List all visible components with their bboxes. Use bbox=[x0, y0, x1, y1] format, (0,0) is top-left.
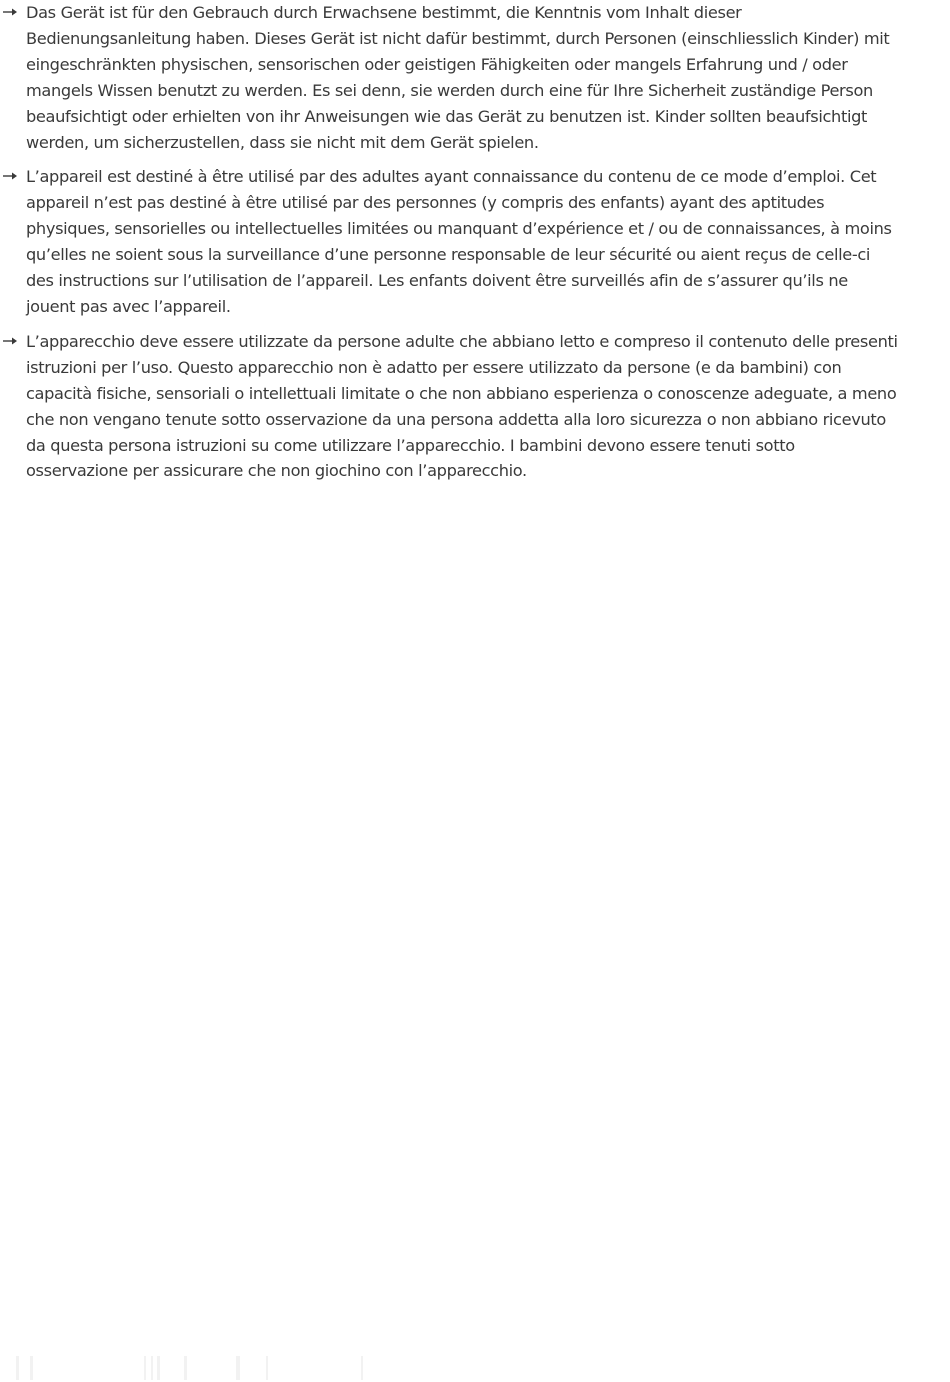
arrow-right-icon bbox=[2, 2, 20, 22]
safety-notice-it bbox=[0, 329, 900, 484]
safety-notice-text: L’appareil est destiné à être utilisé par des adultes ayant connaissance du contenu de ce mode d’emploi. Cet appareil n’est pas destiné à être utilisé par des personnes (y compris des enfants) ayant des aptitudes physiques, sensorielles ou intellectuelles limitées ou manquant d’expérience et / ou de connaissances, à moins qu’elles ne soient sous la surveillance d’une personne responsable de leur sécurité ou aient reçus de celle-ci des instructions sur l’utilisation de l’appareil. Les enfants doivent être surveillés afin de s’assurer qu’ils ne jouent pas avec l’appareil. bbox=[26, 167, 892, 316]
footer-artifact bbox=[16, 1356, 416, 1380]
arrow-right-icon bbox=[2, 331, 20, 351]
safety-notice-fr bbox=[0, 164, 900, 319]
safety-notice-de bbox=[0, 0, 900, 155]
safety-notice-list bbox=[0, 0, 900, 493]
safety-notice-text: Das Gerät ist für den Gebrauch durch Erwachsene bestimmt, die Kenntnis vom Inhalt dieser Bedienungsanleitung haben. Dieses Gerät ist nicht dafür bestimmt, durch Personen (einschliesslich Kinder) mit eingeschränkten physischen, sensorischen oder geistigen Fähigkeiten oder mangels Erfahrung und / oder mangels Wissen benutzt zu werden. Es sei denn, sie werden durch eine für Ihre Sicherheit zuständige Person beaufsichtigt oder erhielten von ihr Anweisungen wie das Gerät zu benutzen ist. Kinder sollten beaufsichtigt werden, um sicherzustellen, dass sie nicht mit dem Gerät spielen. bbox=[26, 3, 890, 152]
safety-notice-text: L’apparecchio deve essere utilizzate da persone adulte che abbiano letto e compreso il contenuto delle presenti istruzioni per l’uso. Questo apparecchio non è adatto per essere utilizzato da persone (e da bambini) con capacità fisiche, sensoriali o intellettuali limitate o che non abbiano esperienza o conoscenze adeguate, a meno che non vengano tenute sotto osservazione da una persona addetta alla loro sicurezza o non abbiano ricevuto da questa persona istruzioni su come utilizzare l’apparecchio. I bambini devono essere tenuti sotto osservazione per assicurare che non giochino con l’apparecchio. bbox=[26, 331, 898, 481]
arrow-right-icon bbox=[2, 166, 20, 186]
